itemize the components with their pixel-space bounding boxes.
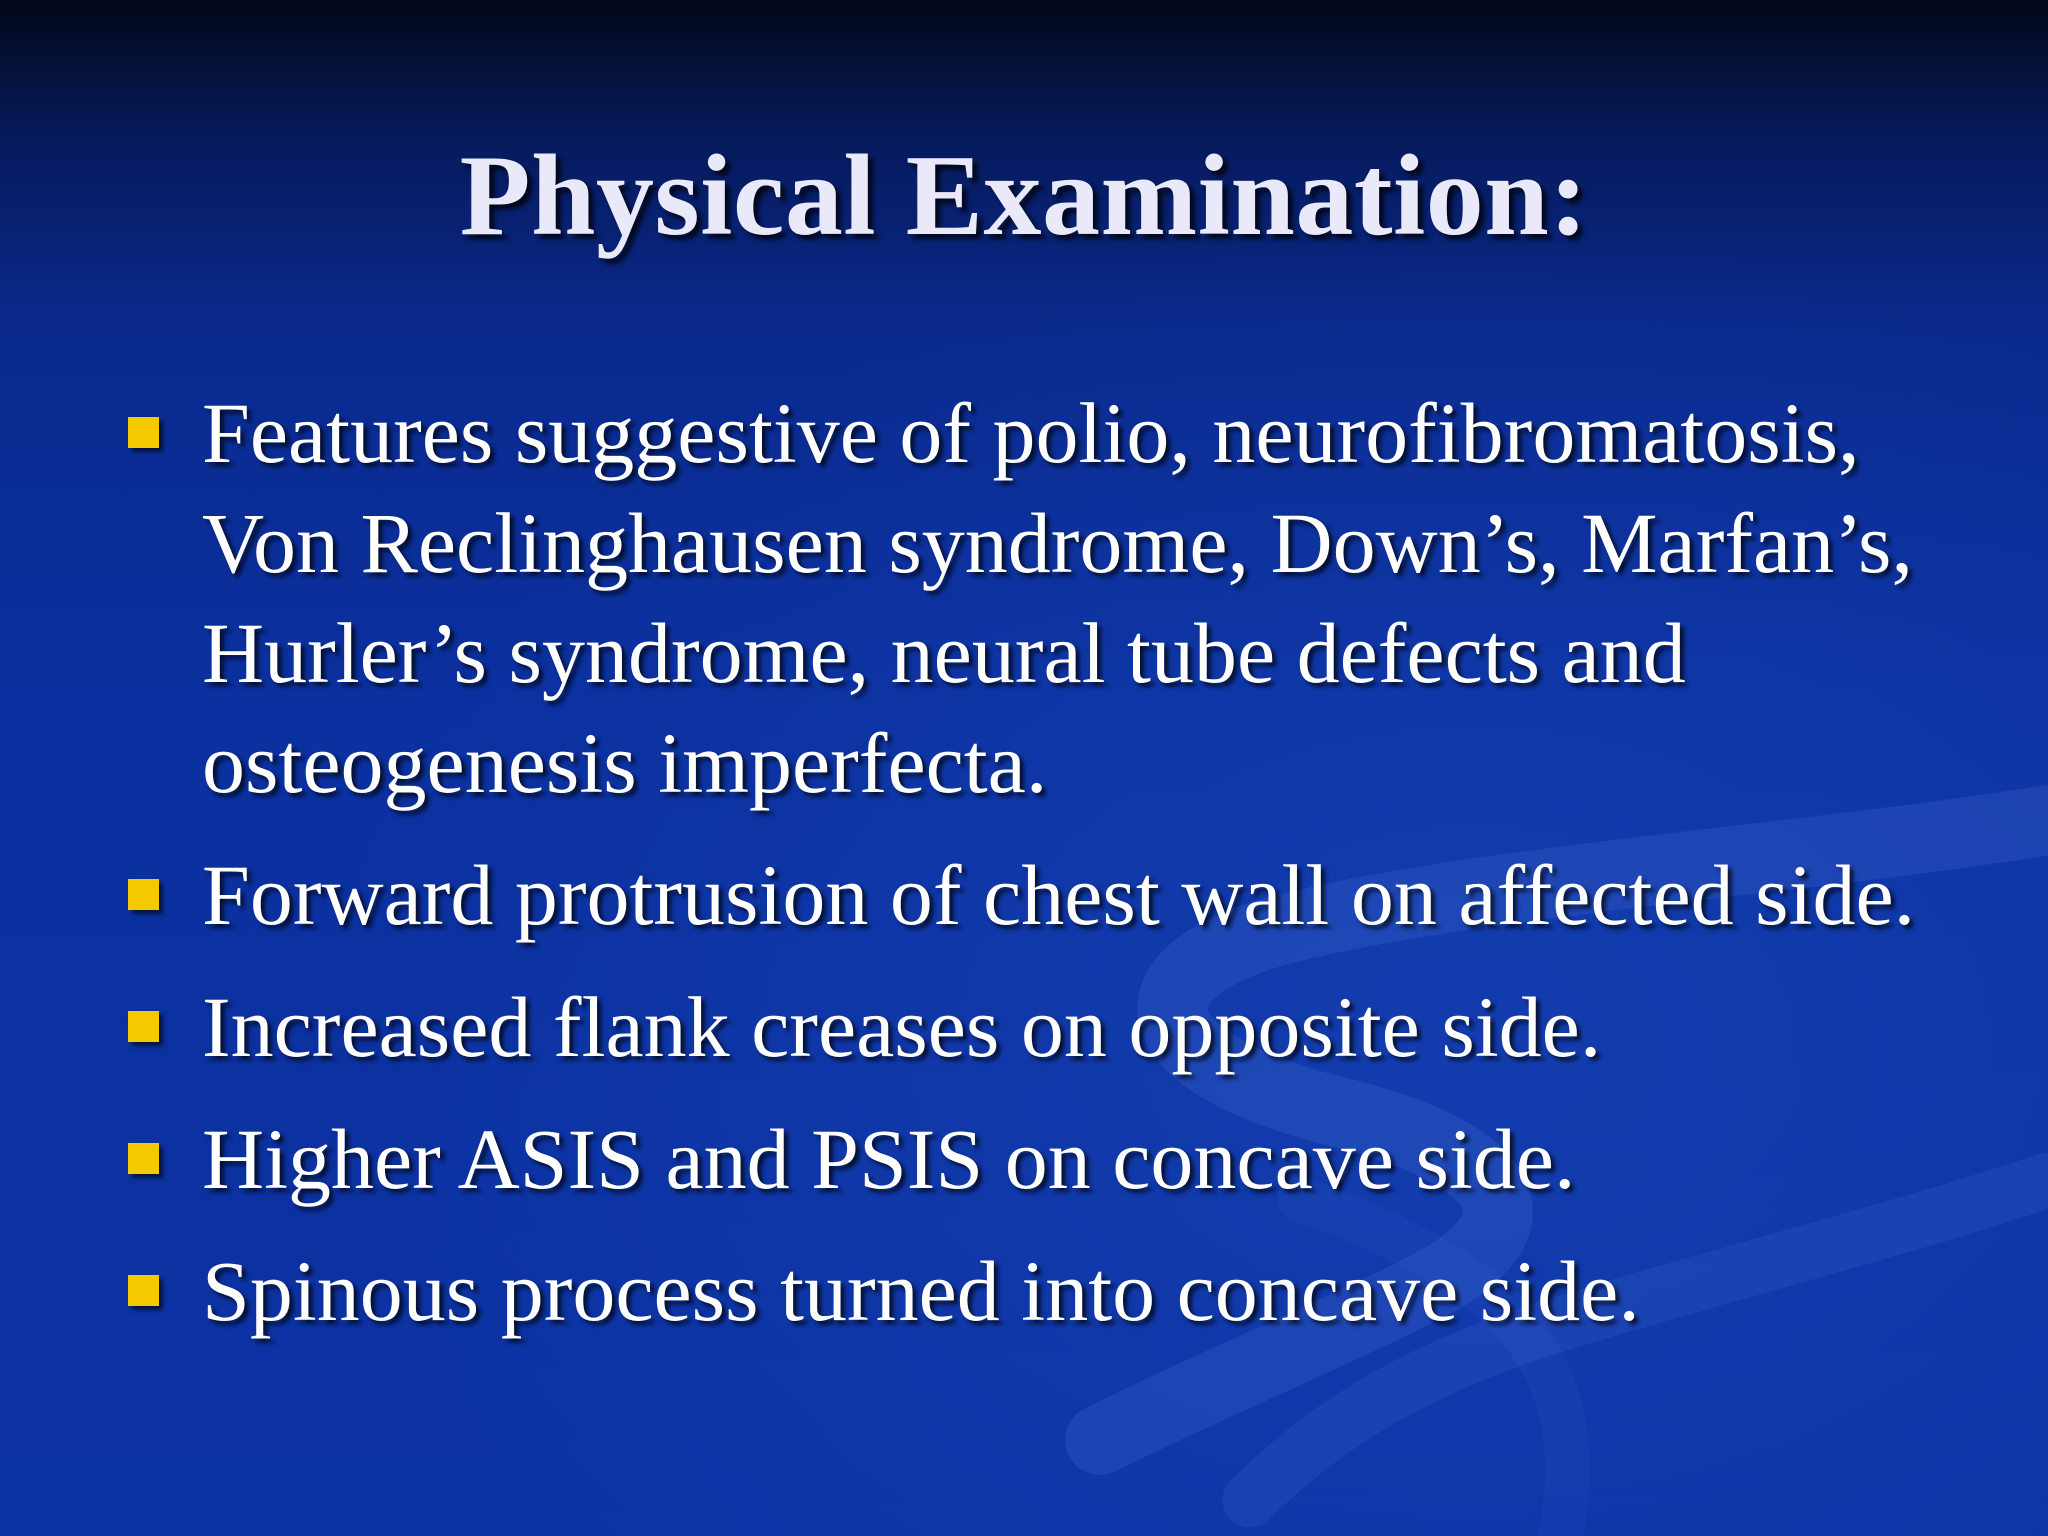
- bullet-list: [125, 378, 1985, 1368]
- bullet-item: [125, 1236, 1985, 1346]
- square-bullet-icon: [128, 879, 159, 910]
- slide-title: Physical Examination:: [459, 132, 1589, 260]
- bullet-text: Increased flank creases on opposite side.: [202, 979, 1602, 1075]
- square-bullet-icon: [128, 1011, 159, 1042]
- bullet-text: Features suggestive of polio, neurofibromatosis, Von Reclinghausen syndrome, Down’s, Marfan’s, Hurler’s syndrome, neural tube defects and osteogenesis imperfecta.: [202, 385, 1914, 811]
- bullet-text: Forward protrusion of chest wall on affected side.: [202, 847, 1916, 943]
- bullet-text: Higher ASIS and PSIS on concave side.: [202, 1111, 1576, 1207]
- square-bullet-icon: [128, 417, 159, 448]
- bullet-item: [125, 972, 1985, 1082]
- bullet-item: [125, 840, 1985, 950]
- bullet-text: Spinous process turned into concave side.: [202, 1243, 1640, 1339]
- square-bullet-icon: [128, 1275, 159, 1306]
- bullet-item: [125, 378, 1985, 818]
- square-bullet-icon: [128, 1143, 159, 1174]
- bullet-item: [125, 1104, 1985, 1214]
